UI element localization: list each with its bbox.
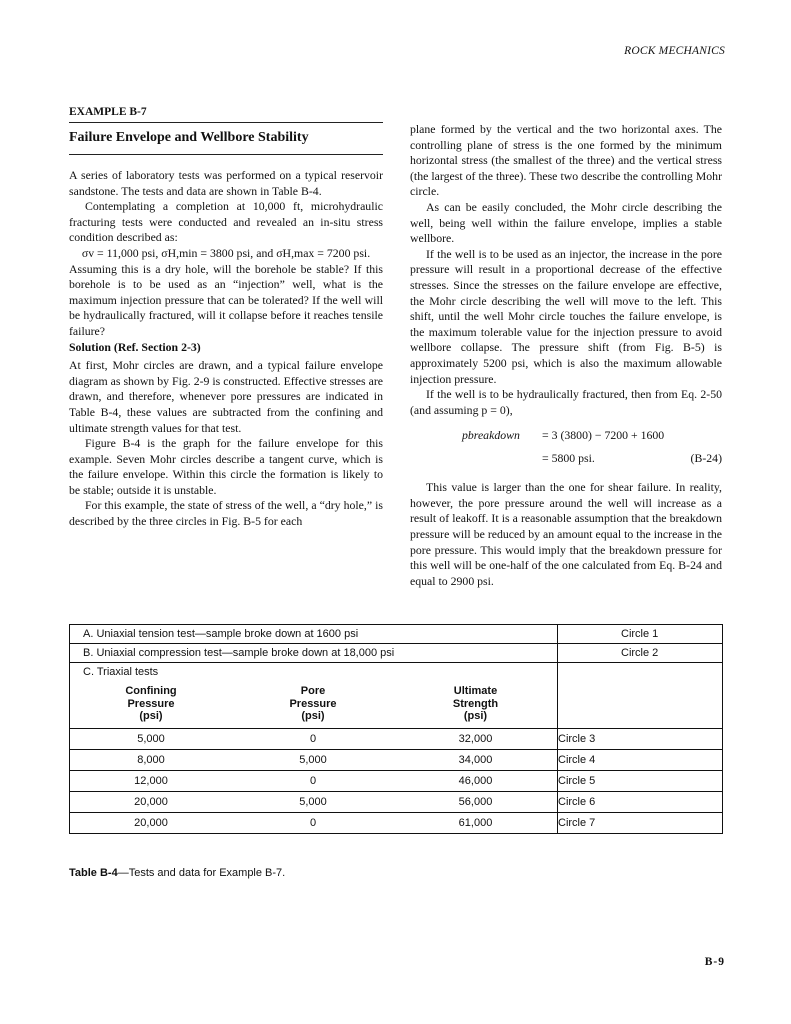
rule-bottom (69, 154, 383, 155)
table-cell: Circle 5 (558, 774, 596, 787)
paragraph: plane formed by the vertical and the two horizontal axes. The controlling plane of stress is the one formed by the minimum horizontal stress (the smallest of the three) and the vertical stress (the largest of the three). These two describe the controlling Mohr circle. (410, 122, 722, 199)
equation-line-1: = 3 (3800) − 7200 + 1600 (542, 428, 665, 443)
table-cell: B. Uniaxial compression test—sample broke down at 18,000 psi (70, 644, 558, 662)
table-cell: 5,000 (299, 795, 327, 808)
stress-equation: σv = 11,000 psi, σH,min = 3800 psi, and σH,max = 7200 psi. (81, 245, 371, 260)
table-caption (69, 867, 285, 879)
left-column (69, 168, 383, 530)
column-header: Ultimate Strength (psi) (394, 681, 558, 728)
table-cell: Circle 3 (558, 732, 596, 745)
table-cell: 5,000 (137, 732, 165, 745)
table-cell: Circle 1 (621, 628, 659, 640)
table-cell: 32,000 (394, 729, 558, 749)
table-row (70, 813, 722, 833)
right-column (410, 122, 722, 589)
equation-number: (B-24) (690, 451, 722, 466)
table-row (70, 792, 722, 813)
table-cell: 56,000 (394, 792, 558, 812)
table-cell: C. Triaxial tests (70, 663, 558, 681)
table-cell: 5,000 (299, 753, 327, 766)
paragraph: A series of laboratory tests was performed on a typical reservoir sandstone. The tests and data are shown in Table B-4. (69, 168, 383, 198)
column-header: Confining Pressure (psi) (125, 685, 177, 722)
running-head: ROCK MECHANICS (624, 45, 725, 57)
table-cell (558, 663, 722, 681)
table-cell: 46,000 (394, 771, 558, 791)
table-cell: Circle 7 (558, 816, 596, 829)
paragraph: Figure B-4 is the graph for the failure envelope for this example. Seven Mohr circles describe a tangent curve, which is the failure envelope. Within this circle the formation is likely to be stable; outside it is unstable. (69, 436, 383, 497)
column-header (558, 681, 722, 728)
table-cell: Circle 4 (558, 753, 596, 766)
caption-label: Table B-4 (69, 867, 118, 879)
paragraph: As can be easily concluded, the Mohr circle describing the well, being well within the failure envelope, implies a stable wellbore. (410, 199, 722, 246)
table-cell: 20,000 (134, 795, 168, 808)
column-header: Pore Pressure (psi) (289, 685, 337, 722)
table-row (70, 663, 722, 681)
paragraph: Assuming this is a dry hole, will the borehole be stable? If this borehole is to be used as an “injection” well, what is the maximum injection pressure that can be tolerated? If the well will be hydraulically fractured, will it collapse before it reaches tensile failure? (69, 261, 383, 338)
example-label: EXAMPLE B-7 (69, 106, 147, 118)
equation-lhs: pbreakdown (462, 428, 520, 443)
table-cell: 12,000 (134, 774, 168, 787)
breakdown-equation (410, 426, 722, 470)
table-row (70, 644, 722, 663)
table-cell: 0 (309, 732, 317, 745)
data-table (69, 624, 723, 834)
example-title: Failure Envelope and Wellbore Stability (69, 130, 309, 145)
table-row (70, 625, 722, 644)
table-cell: 34,000 (394, 750, 558, 770)
paragraph: At first, Mohr circles are drawn, and a typical failure envelope diagram as shown by Fig. 2-9 is constructed. Effective stresses are drawn, and therefore, whenever pore pressures are indicated in Table B-4, these values are subtracted from the confining and ultimate strength values for that test. (69, 358, 383, 435)
table-header-row (70, 681, 722, 729)
table-cell: 0 (309, 816, 317, 829)
paragraph: This value is larger than the one for shear failure. In reality, however, the pore pressure around the well will increase as a result of leakoff. It is a reasonable assumption that the breakdown pressure will be reduced by an amount equal to the increase in the pore pressure. This would imply that the breakdown pressure for this well will be one-half of the one calculated from Eq. B-24 and equal to 2900 psi. (410, 480, 722, 588)
table-row (70, 771, 722, 792)
rule-top (69, 122, 383, 123)
paragraph: If the well is to be hydraulically fractured, then from Eq. 2-50 (and assuming p = 0), (410, 387, 722, 417)
table-row (70, 750, 722, 771)
paragraph: For this example, the state of stress of the well, a “dry hole,” is described by the three circles in Fig. B-5 for each (69, 498, 383, 529)
table-cell: Circle 6 (558, 795, 596, 808)
paragraph: Contemplating a completion at 10,000 ft, microhydraulic fracturing tests were conducted and revealed an in-situ stress condition described as: (69, 199, 383, 245)
caption-text: —Tests and data for Example B-7. (117, 867, 286, 879)
table-cell: 8,000 (137, 753, 165, 766)
paragraph: If the well is to be used as an injector, the increase in the pore pressure will result in a proportional decrease of the effective stresses. Since the stresses on the failure envelope are effective, the Mohr circle describing the well will move to the left. This shift, until the well Mohr circle touches the failure envelope, is the maximum tolerable value for the injection pressure to avoid wellbore collapse. The pressure shift (from Fig. B-5) is approximately 5200 psi, which is also the maximum allowable injection pressure. (410, 246, 722, 386)
table-cell: A. Uniaxial tension test—sample broke down at 1600 psi (70, 625, 558, 643)
table-row (70, 729, 722, 750)
table-cell: Circle 2 (621, 647, 659, 659)
table-cell: 20,000 (134, 816, 168, 829)
table-cell: 61,000 (394, 813, 558, 833)
equation-line-2: = 5800 psi. (542, 451, 595, 466)
table-cell: 0 (309, 774, 317, 787)
solution-heading: Solution (Ref. Section 2-3) (69, 339, 201, 354)
page-number: B-9 (704, 956, 725, 968)
